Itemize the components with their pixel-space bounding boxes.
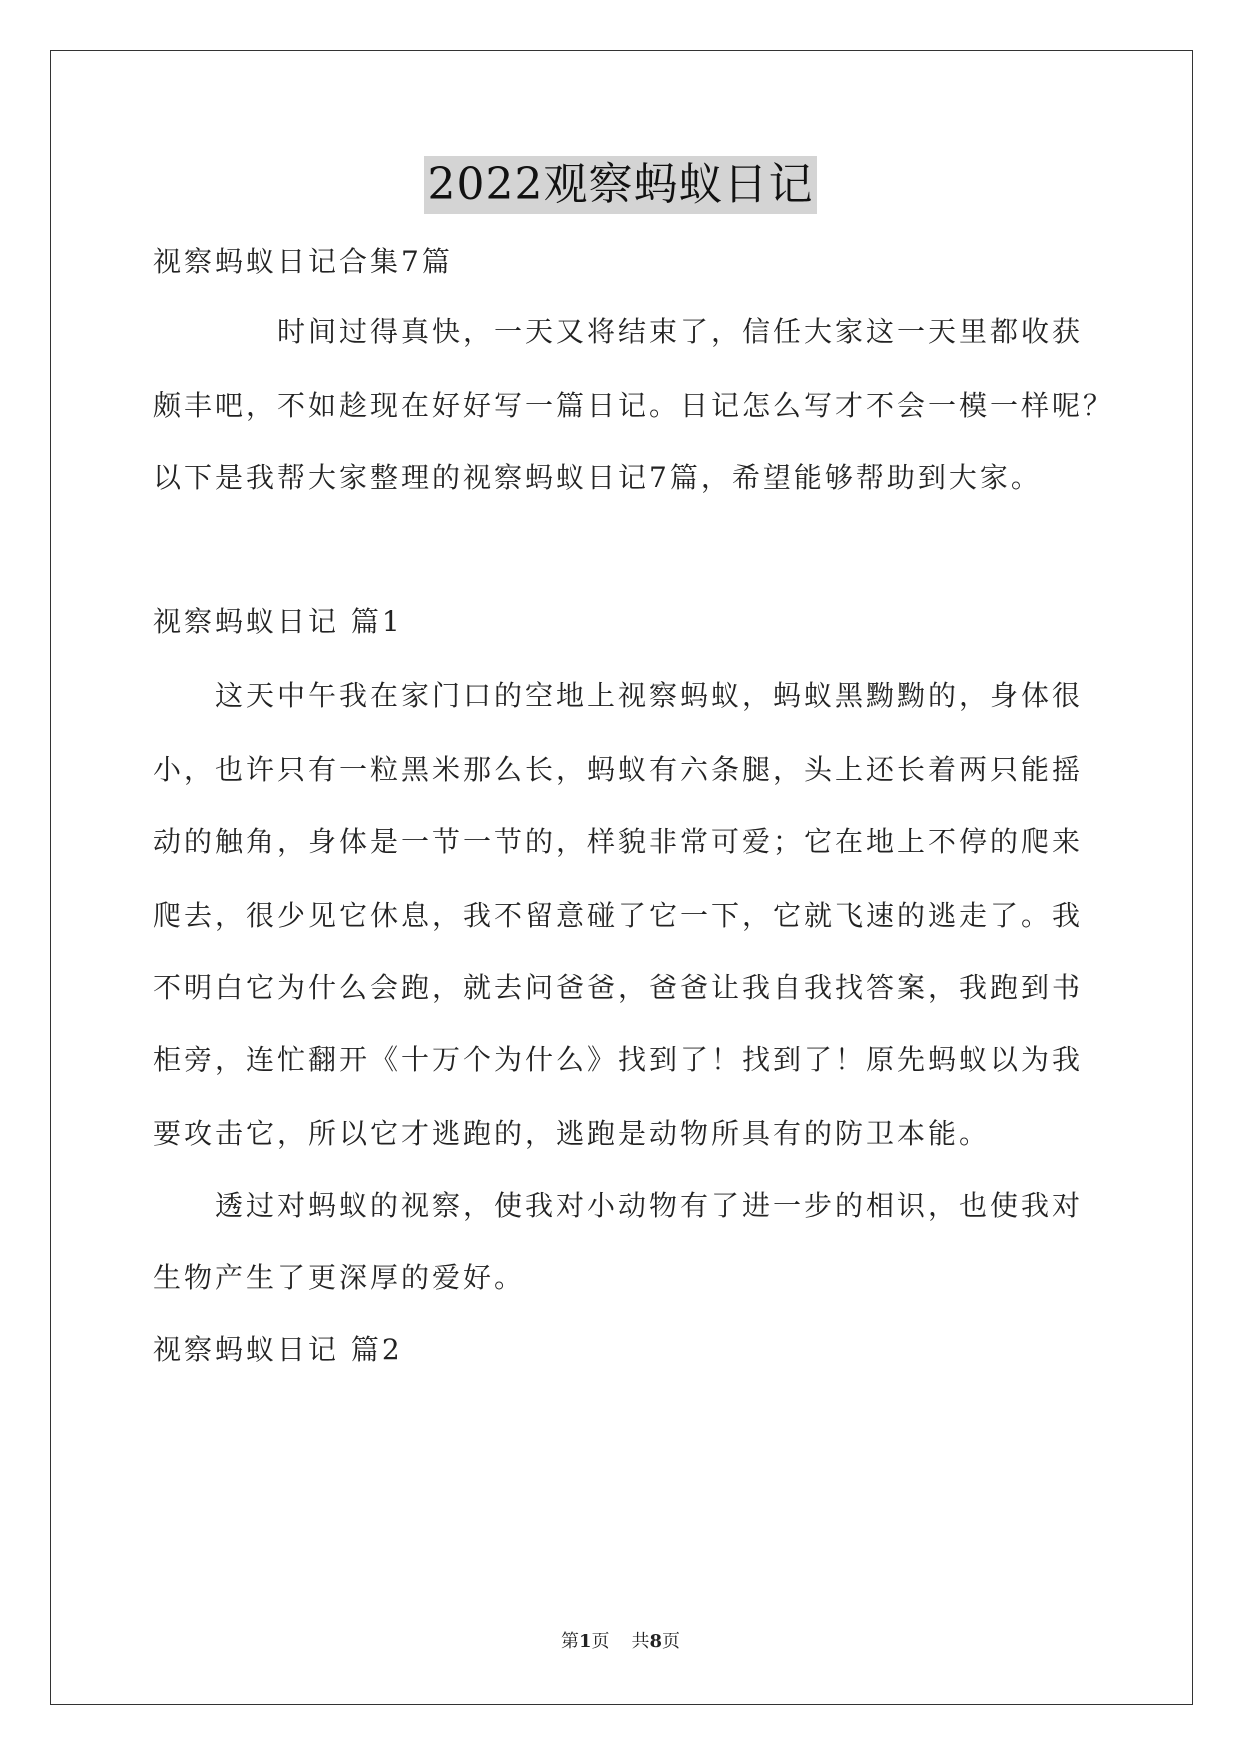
section-1-para-1-line-3: 动的触角，身体是一节一节的，样貌非常可爱；它在地上不停的爬来 [153, 825, 1084, 858]
section-1-para-1-line-7: 要攻击它，所以它才逃跑的，逃跑是动物所具有的防卫本能。 [153, 1117, 991, 1150]
intro-line-3: 以下是我帮大家整理的视察蚂蚁日记7篇，希望能够帮助到大家。 [153, 461, 1042, 494]
section-1-para-1-line-4: 爬去，很少见它休息，我不留意碰了它一下，它就飞速的逃走了。我 [153, 899, 1084, 932]
page-label-prefix: 第 [560, 1631, 579, 1652]
section-1-para-2-line-2: 生物产生了更深厚的爱好。 [153, 1261, 526, 1294]
page-footer [0, 1630, 1241, 1654]
intro-line-2: 颇丰吧，不如趁现在好好写一篇日记。日记怎么写才不会一模一样呢？ [153, 389, 1115, 422]
section-1-para-1-line-1: 这天中午我在家门口的空地上视察蚂蚁，蚂蚁黑黝黝的，身体很 [215, 679, 1084, 712]
section-2-heading: 视察蚂蚁日记 篇2 [153, 1333, 403, 1366]
page-border [50, 50, 1193, 1705]
section-1-para-2-line-1: 透过对蚂蚁的视察，使我对小动物有了进一步的相识，也使我对 [215, 1189, 1084, 1222]
section-1-heading: 视察蚂蚁日记 篇1 [153, 605, 403, 638]
page-number: 1 [578, 1631, 592, 1652]
document-title: 2022观察蚂蚁日记 [424, 156, 818, 214]
title-container [0, 156, 1241, 214]
page-label-suffix: 页 [591, 1631, 610, 1652]
intro-line-1: 时间过得真快，一天又将结束了，信任大家这一天里都收获 [277, 315, 1084, 348]
section-1-para-1-line-6: 柜旁，连忙翻开《十万个为什么》找到了！找到了！原先蚂蚁以为我 [153, 1043, 1084, 1076]
section-1-para-1-line-5: 不明白它为什么会跑，就去问爸爸，爸爸让我自我找答案，我跑到书 [153, 971, 1084, 1004]
document-subtitle: 视察蚂蚁日记合集7篇 [153, 245, 453, 278]
section-1-para-1-line-2: 小，也许只有一粒黑米那么长，蚂蚁有六条腿，头上还长着两只能摇 [153, 753, 1084, 786]
total-pages: 8 [649, 1631, 663, 1652]
total-label-suffix: 页 [662, 1631, 681, 1652]
total-label-prefix: 共 [631, 1631, 650, 1652]
